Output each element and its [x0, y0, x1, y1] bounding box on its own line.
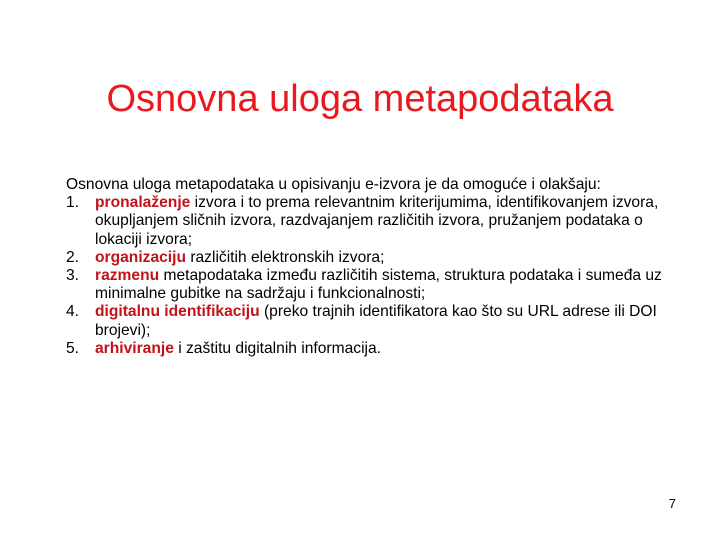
- page-number: 7: [668, 496, 676, 511]
- list-text: metapodataka između različitih sistema, struktura podataka i sumeđa uz minimalne gubitke na sadržaju i funkcionalnosti;: [95, 267, 662, 303]
- list-number: 5.: [66, 339, 80, 357]
- list-number: 1.: [66, 194, 80, 212]
- list-keyword: digitalnu identifikaciju: [95, 303, 260, 321]
- list-item: [66, 340, 666, 358]
- list-text: i zaštitu digitalnih informacija.: [173, 339, 382, 357]
- slide-body: [66, 176, 666, 358]
- list-number: 2.: [66, 248, 80, 266]
- list-keyword: razmenu: [95, 267, 160, 285]
- list-item: [66, 249, 666, 267]
- list-item: [66, 267, 666, 303]
- list-text: (preko trajnih identifikatora kao što su URL adrese ili DOI brojevi);: [95, 303, 657, 339]
- list-keyword: pronalaženje: [95, 194, 191, 212]
- list-keyword: organizaciju: [95, 248, 186, 266]
- list-keyword: arhiviranje: [95, 339, 174, 357]
- list-number: 3.: [66, 267, 80, 285]
- slide-title: Osnovna uloga metapodataka: [106, 78, 614, 120]
- list-item: [66, 303, 666, 339]
- list-text: različitih elektronskih izvora;: [185, 248, 385, 266]
- list-text: izvora i to prema relevantnim kriterijumima, identifikovanjem izvora, okupljanjem sličnih izvora, razdvajanjem različitih izvora, pružanjem podataka o lokaciji izvora;: [95, 194, 659, 248]
- list-number: 4.: [66, 303, 80, 321]
- intro-text: Osnovna uloga metapodataka u opisivanju e-izvora je da omoguće i olakšaju:: [66, 176, 601, 193]
- list-item: [66, 194, 666, 249]
- role-list: [66, 194, 666, 358]
